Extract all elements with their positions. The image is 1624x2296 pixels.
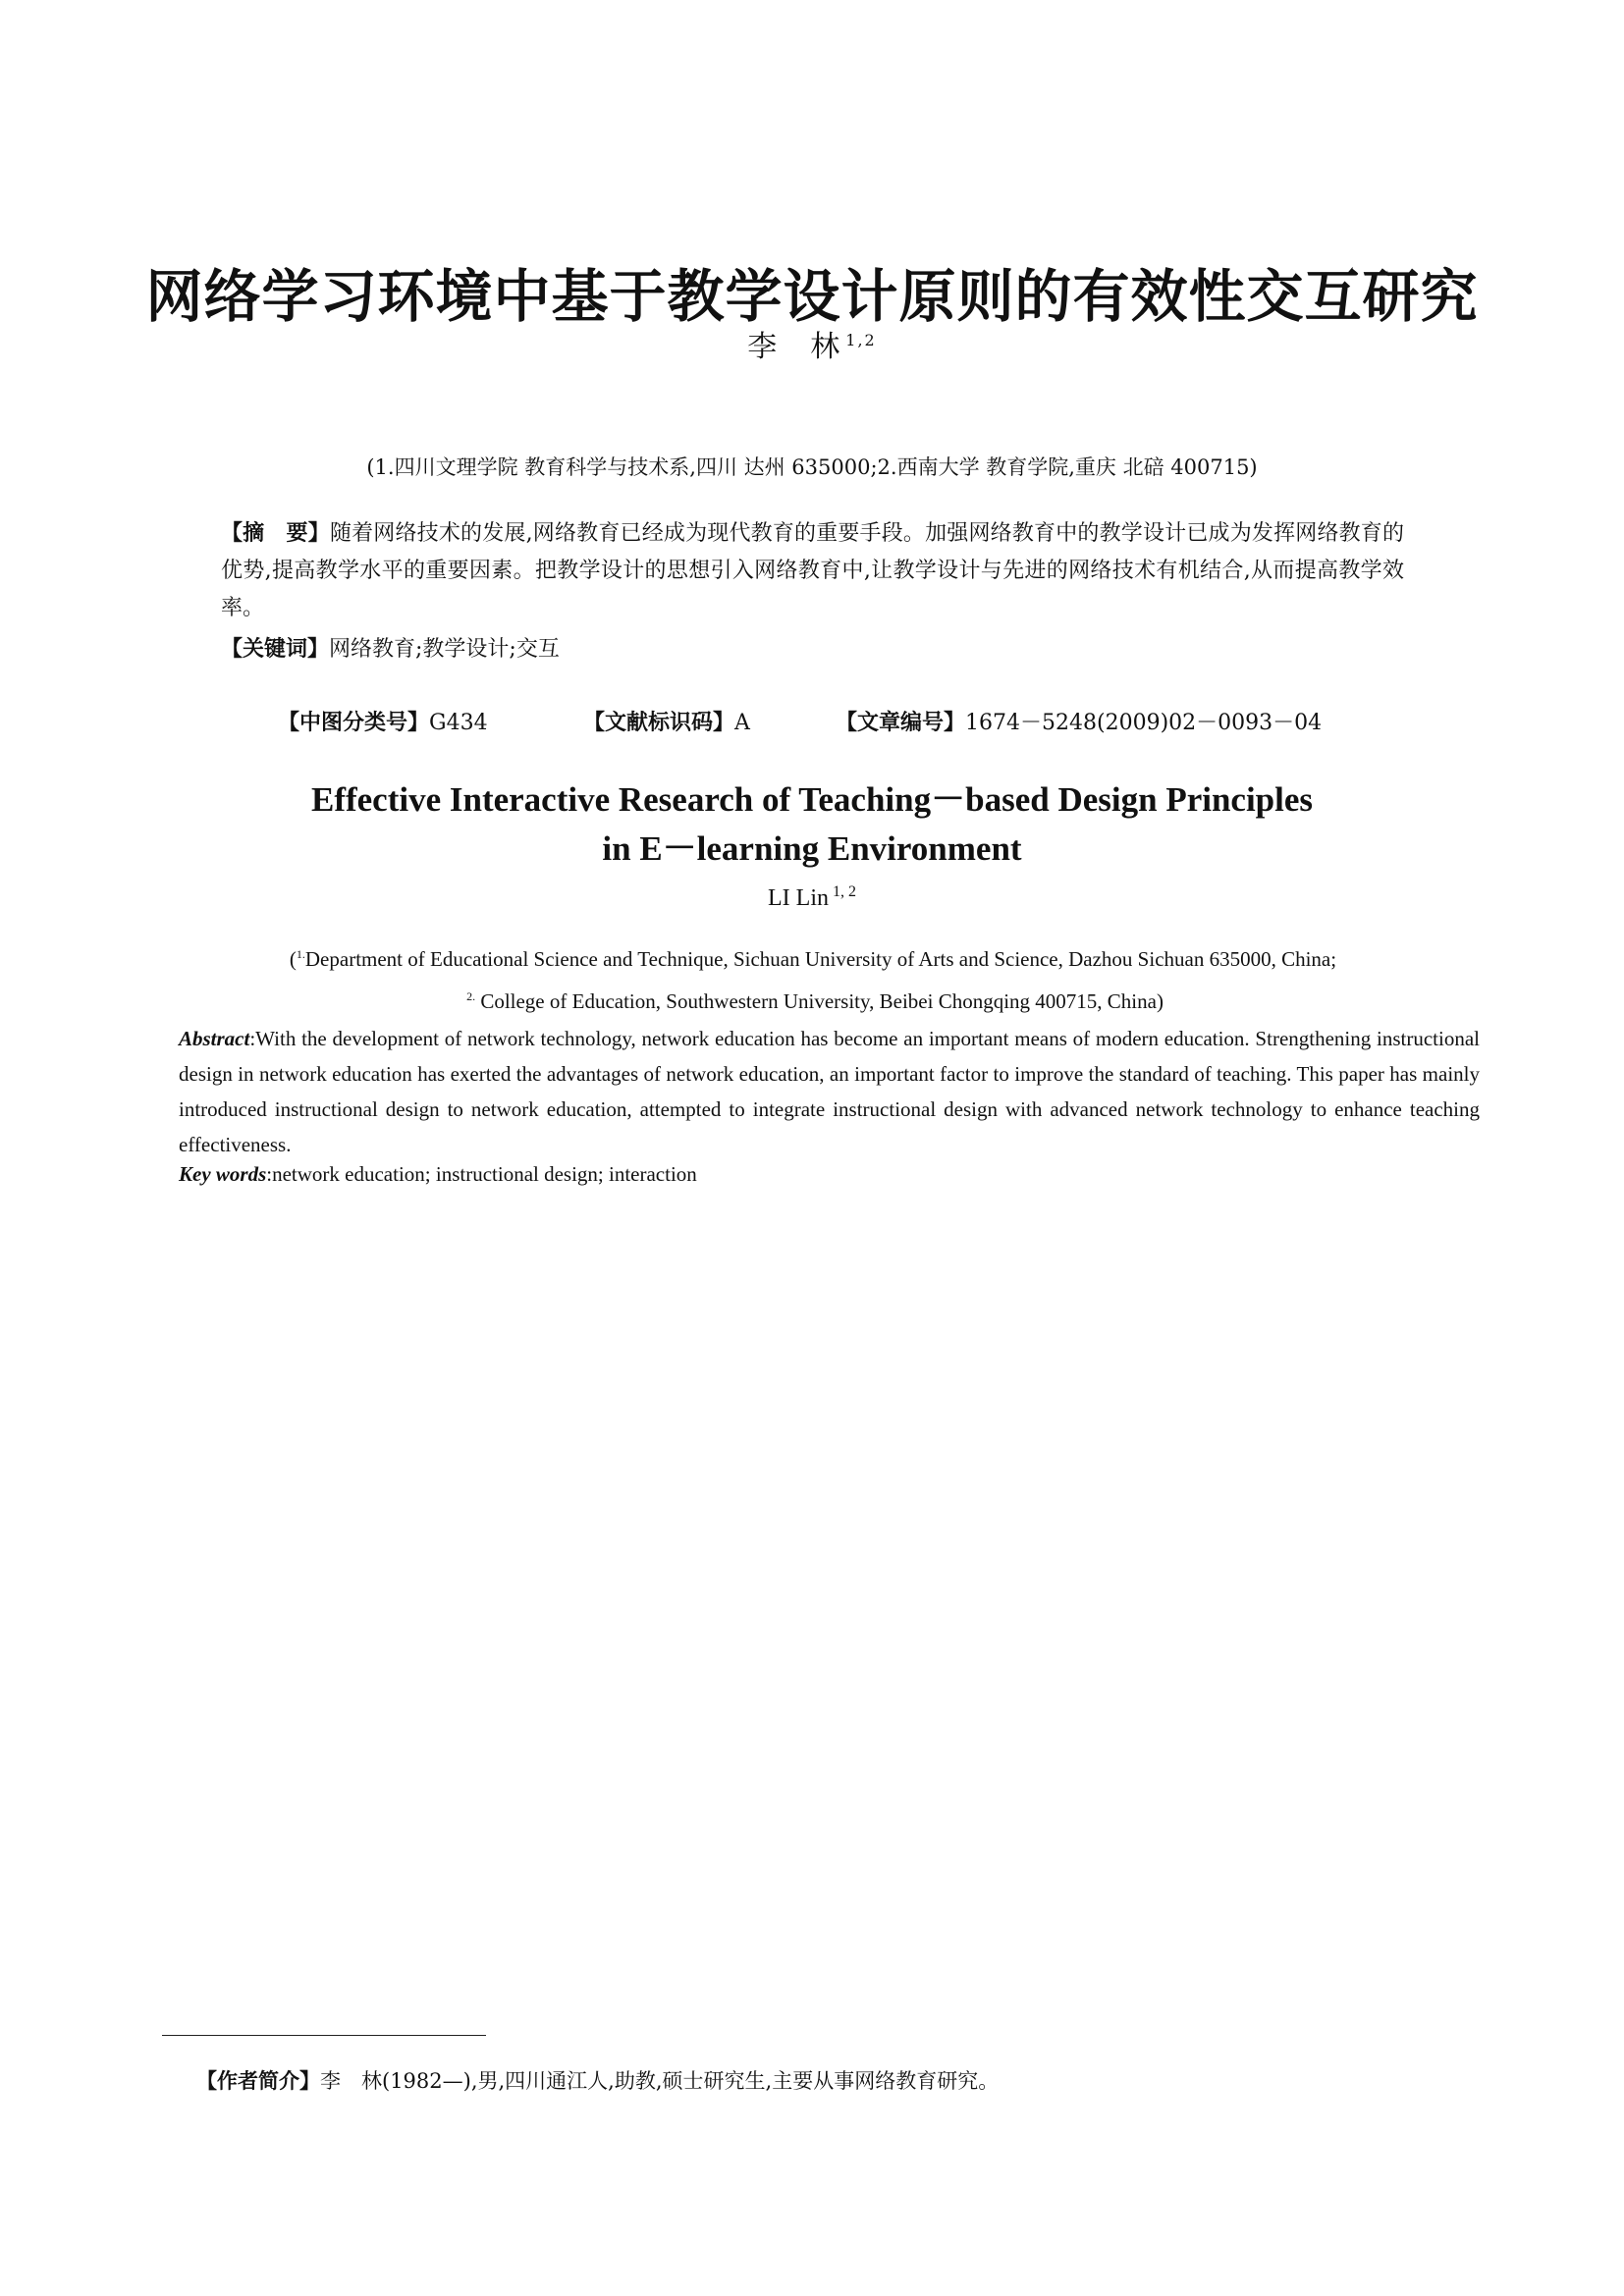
article-number-value: 1674－5248(2009)02－0093－04 [965,711,1323,735]
abstract-en [179,1021,1480,1162]
affiliation-en-line2 [147,978,1479,1020]
clc-number [278,706,488,736]
paper-title-en-line1: Effective Interactive Research of Teaching－based Design Principles [310,780,1314,819]
paper-title-cn: 网络学习环境中基于教学设计原则的有效性交互研究 [145,263,1479,330]
author-cn-name: 李 林 [747,330,842,364]
abstract-en-text: :With the development of network technology, network education has become an important means of modern education. Strengthening instructional design in network education has exerted the advantages of network education, an important factor to improve the standard of teaching. This paper has mainly introduced instructional design to network education, attempted to integrate instructional design with advanced network technology to enhance teaching effectiveness. [179,1027,1480,1156]
author-bio-label: 【作者简介】 [196,2069,320,2093]
author-en-name: LI Lin [768,885,829,911]
footnote-divider [162,2035,486,2036]
document-code [583,706,750,736]
author-en-superscript: 1, 2 [832,883,856,900]
article-number [836,706,1322,736]
author-en [0,883,1624,912]
clc-value: G434 [429,711,488,735]
author-cn [0,322,1624,365]
keywords-cn [221,631,560,668]
paper-title-en [0,775,1624,874]
abstract-cn-label: 【摘 要】 [221,521,330,546]
affiliation-en-text1: Department of Educational Science and Technique, Sichuan University of Arts and Science, Dazhou Sichuan 635000, China; [304,947,1337,971]
affiliation-cn: (1.四川文理学院 教育科学与技术系,四川 达州 635000;2.西南大学 教育学院,重庆 北碚 400715) [366,455,1258,479]
abstract-cn-text: 随着网络技术的发展,网络教育已经成为现代教育的重要手段。加强网络教育中的教学设计已成为发挥网络教育的优势,提高教学水平的重要因素。把教学设计的思想引入网络教育中,让教学设计与先进的网络技术有机结合,从而提高教学效率。 [221,521,1404,620]
abstract-cn [221,515,1404,627]
keywords-en [179,1162,697,1187]
keywords-en-text: :network education; instructional design; interaction [266,1162,697,1186]
author-bio-footnote [196,2065,999,2095]
article-number-label: 【文章编号】 [836,711,966,735]
paper-title-en-line2: in E－learning Environment [602,829,1022,868]
keywords-en-label: Key words [179,1162,267,1186]
affiliation-en-sup1: 1. [296,947,305,961]
document-code-label: 【文献标识码】 [583,711,735,735]
affiliation-en-text2: College of Education, Southwestern University, Beibei Chongqing 400715, China) [480,989,1164,1013]
affiliation-en-line1: ($^{1.}$Department of Educational Science and Technique, Sichuan University of Arts and Science, Dazhou Sichuan 635000, China; [289,947,1337,971]
author-bio-text: 李 林(1982—),男,四川通江人,助教,硕士研究生,主要从事网络教育研究。 [320,2069,1000,2093]
author-cn-superscript: 1,2 [845,331,877,349]
keywords-cn-text: 网络教育;教学设计;交互 [329,637,560,662]
document-code-value: A [734,711,750,735]
affiliation-en-sup2: 2. [466,989,476,1003]
abstract-en-label: Abstract [179,1027,250,1050]
clc-label: 【中图分类号】 [278,711,430,735]
affiliation-en [147,935,1479,1020]
keywords-cn-label: 【关键词】 [221,637,330,662]
